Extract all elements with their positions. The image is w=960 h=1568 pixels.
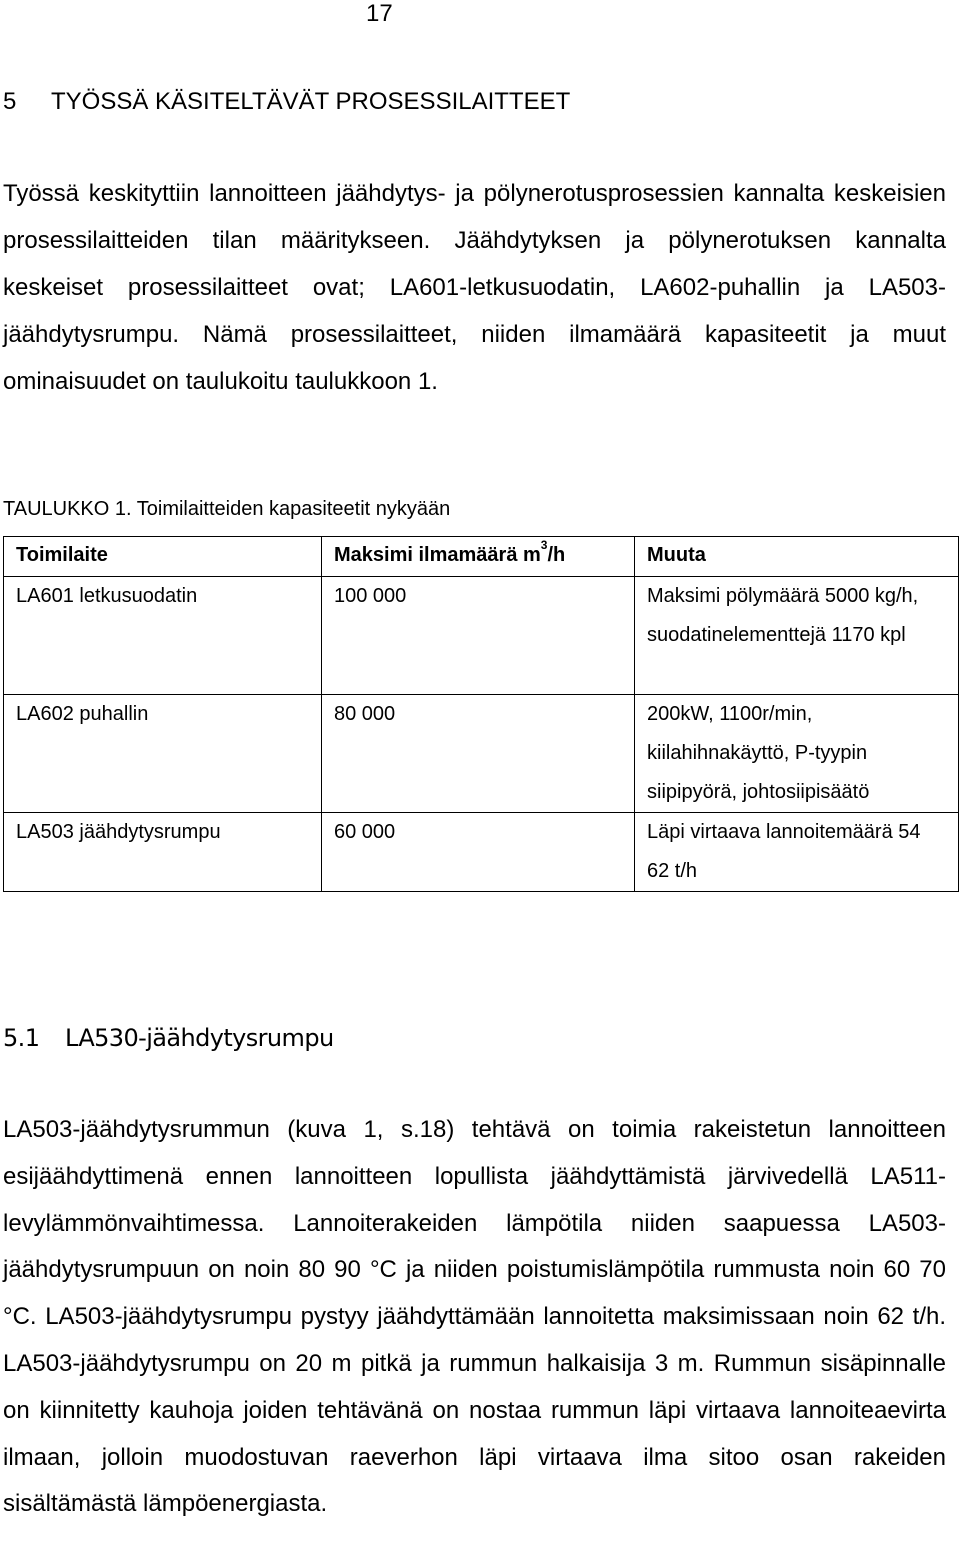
subsection-title: LA530-jäähdytysrumpu bbox=[65, 1024, 334, 1052]
table-header-row bbox=[4, 537, 959, 577]
notes-cell: 200kW, 1100r/min, kiilahihnakäyttö, P-tyypin siipipyörä, johtosiipisäätö bbox=[635, 695, 959, 813]
device-cell: LA503 jäähdytysrumpu bbox=[4, 813, 322, 892]
table-caption: TAULUKKO 1. Toimilaitteiden kapasiteetit nykyään bbox=[3, 498, 451, 520]
page-number: 17 bbox=[366, 0, 393, 27]
notes-cell: Maksimi pölymäärä 5000 kg/h, suodatinelementtejä 1170 kpl bbox=[635, 577, 959, 695]
header-airflow-text: Maksimi ilmamäärä m bbox=[334, 544, 541, 566]
table-row bbox=[4, 695, 959, 813]
capacity-table bbox=[3, 536, 959, 892]
airflow-cell: 80 000 bbox=[322, 695, 635, 813]
header-airflow-unit: /h bbox=[547, 544, 566, 566]
section-heading bbox=[3, 87, 570, 117]
section-paragraph: Työssä keskityttiin lannoitteen jäähdytys- ja pölynerotusprosessien kannalta keskeisien prosessilaitteiden tilan määritykseen. Jäähdytyksen ja pölynerotuksen kannalta keskeiset prosessilaitteet ovat; LA601-letkusuodatin, LA602-puhallin ja LA503-jäähdytysrumpu. Nämä prosessilaitteet, niiden ilmamäärä kapasiteetit ja muut ominaisuudet on taulukoitu taulukkoon 1. bbox=[3, 180, 946, 395]
airflow-cell: 100 000 bbox=[322, 577, 635, 695]
airflow-cell: 60 000 bbox=[322, 813, 635, 892]
table-row bbox=[4, 577, 959, 695]
subsection-heading bbox=[3, 1022, 334, 1054]
section-title: TYÖSSÄ KÄSITELTÄVÄT PROSESSILAITTEET bbox=[51, 88, 571, 115]
device-cell: LA602 puhallin bbox=[4, 695, 322, 813]
subsection-paragraph: LA503-jäähdytysrummun (kuva 1, s.18) tehtävä on toimia rakeistetun lannoitteen esijäähdyttimenä ennen lannoitteen lopullista jäähdyttämistä järvivedellä LA511-levylämmönvaihtimessa. Lannoiterakeiden lämpötila niiden saapuessa LA503-jäähdytysrumpuun on noin 80 90 °C ja niiden poistumislämpötila rummusta noin 60 70 °C. LA503-jäähdytysrumpu pystyy jäähdyttämään lannoitetta maksimissaan noin 62 t/h. LA503-jäähdytysrumpu on 20 m pitkä ja rummun halkaisija 3 m. Rummun sisäpinnalle on kiinnitetty kauhoja joiden tehtävänä on nostaa rummun läpi virtaava lannoiteaevirta ilmaan, jolloin muodostuvan raeverhon läpi virtaava ilma sitoo osan rakeiden sisältämästä lämpöenergiasta. bbox=[3, 1116, 946, 1518]
header-airflow-exponent: 3 bbox=[540, 538, 548, 552]
header-airflow bbox=[322, 537, 635, 577]
table-row bbox=[4, 813, 959, 892]
section-number: 5 bbox=[3, 88, 17, 115]
notes-cell: Läpi virtaava lannoitemäärä 54 62 t/h bbox=[635, 813, 959, 892]
device-cell: LA601 letkusuodatin bbox=[4, 577, 322, 695]
header-device: Toimilaite bbox=[4, 537, 322, 577]
header-notes: Muuta bbox=[635, 537, 959, 577]
subsection-number: 5.1 bbox=[3, 1024, 40, 1052]
